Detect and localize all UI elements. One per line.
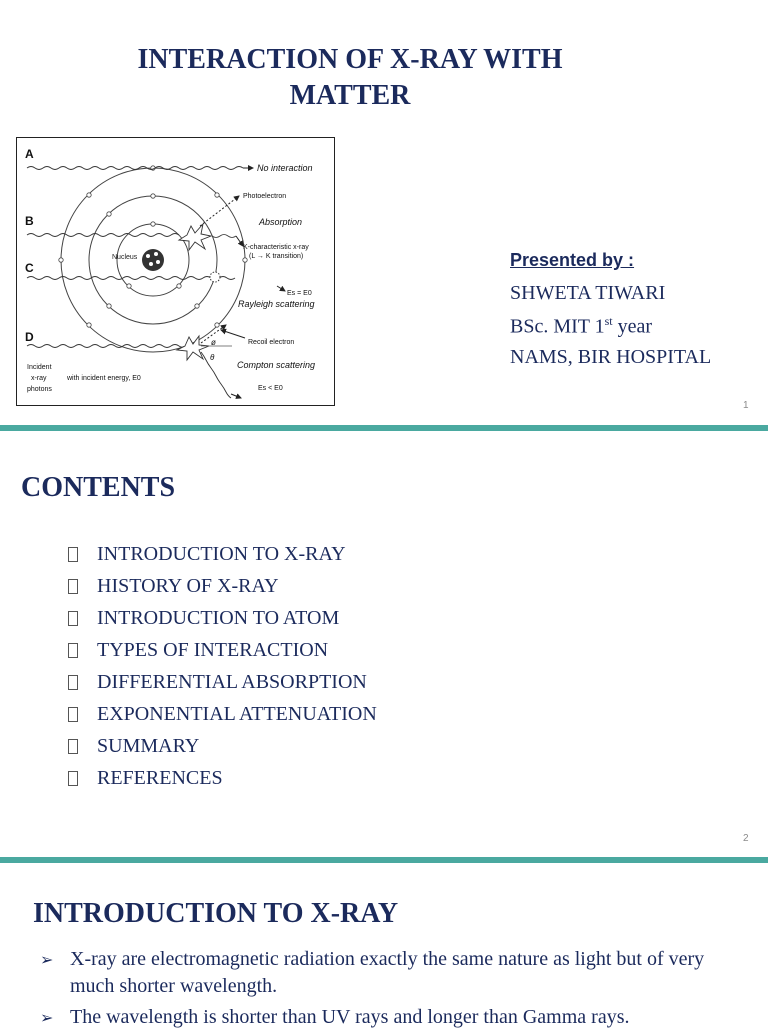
scattered-wave <box>201 352 231 398</box>
contents-title: CONTENTS <box>21 472 176 503</box>
incident-label-2: x-ray <box>31 375 47 382</box>
presenter-course <box>510 314 652 339</box>
title-line-1: INTERACTION OF X-RAY WITH <box>137 44 563 75</box>
contents-item-label: HISTORY OF X-RAY <box>97 574 279 597</box>
contents-list <box>64 538 377 794</box>
k-char-wave <box>212 235 236 238</box>
arrow-bullet-icon: ➢ <box>40 1008 54 1027</box>
incident-label-3: photons <box>27 386 52 393</box>
electrons <box>59 166 247 327</box>
list-item <box>64 698 377 730</box>
bullet-box-icon <box>68 643 78 658</box>
bullet-box-icon <box>68 675 78 690</box>
contents-item-label: TYPES OF INTERACTION <box>97 638 329 661</box>
list-item <box>40 1004 740 1031</box>
nucleus-label: Nucleus <box>112 254 138 261</box>
label-c: C <box>25 261 34 275</box>
rayleigh-label: Rayleigh scattering <box>238 299 315 309</box>
incident-label-1: Incident <box>27 364 52 371</box>
page-number-2: 2 <box>743 833 749 844</box>
bullet-text: The wavelength is shorter than UV rays and longer than Gamma rays. <box>70 1006 630 1028</box>
phi-label: ø <box>211 338 216 347</box>
list-item <box>64 730 377 762</box>
wave-d <box>27 345 187 348</box>
recoil-label: Recoil electron <box>248 339 295 346</box>
e-equal-label: Es = E0 <box>287 290 312 297</box>
list-item <box>64 666 377 698</box>
list-item <box>40 946 740 1000</box>
label-d: D <box>25 330 34 344</box>
list-item <box>64 634 377 666</box>
absorption-label: Absorption <box>259 217 303 227</box>
absorption-burst-icon <box>179 224 211 250</box>
scattered-arrow <box>231 394 241 398</box>
arrow-bullet-icon: ➢ <box>40 950 54 969</box>
bullet-box-icon <box>68 707 78 722</box>
no-interaction-label: No interaction <box>257 163 313 173</box>
list-item <box>64 602 377 634</box>
recoil-pointer <box>221 330 245 338</box>
slide-3 <box>0 864 768 1028</box>
nucleus-icon <box>142 249 164 271</box>
presented-by-label: Presented by : <box>510 250 635 270</box>
slide-1 <box>0 0 768 425</box>
k-char-label-1: K-characteristic x-ray <box>243 244 309 251</box>
label-a: A <box>25 147 34 161</box>
list-item <box>64 538 377 570</box>
list-item <box>64 570 377 602</box>
course-sup: st <box>604 314 613 328</box>
page-number-1: 1 <box>743 400 749 411</box>
presenter-institution: NAMS, BIR HOSPITAL <box>510 346 712 368</box>
course-pre: BSc. MIT 1 <box>510 315 605 338</box>
wave-b <box>27 234 179 237</box>
slide-divider-1 <box>0 425 768 431</box>
incident-energy-label: with incident energy, E0 <box>67 375 141 382</box>
contents-item-label: REFERENCES <box>97 766 223 789</box>
diagram-svg <box>17 138 334 405</box>
contents-item-label: SUMMARY <box>97 734 200 757</box>
photoelectron-label: Photoelectron <box>243 193 287 200</box>
contents-item-label: INTRODUCTION TO X-RAY <box>97 542 346 565</box>
label-b: B <box>25 214 34 228</box>
bullet-box-icon <box>68 771 78 786</box>
bullet-box-icon <box>68 579 78 594</box>
rayleigh-atom-icon <box>210 272 220 282</box>
slide-1-title <box>0 42 700 114</box>
e-less-label: Es < E0 <box>258 385 283 392</box>
bullet-box-icon <box>68 611 78 626</box>
list-item <box>64 762 377 794</box>
k-char-label-2: (L → K transition) <box>249 253 304 260</box>
intro-title: INTRODUCTION TO X-RAY <box>33 898 399 929</box>
course-post: year <box>612 315 653 338</box>
xray-interaction-diagram <box>16 137 335 406</box>
bullet-box-icon <box>68 739 78 754</box>
photoelectron-arrow <box>200 196 239 226</box>
bullet-text: X-ray are electromagnetic radiation exactly the same nature as light but of very much shorter wavelength. <box>70 948 705 997</box>
contents-item-label: EXPONENTIAL ATTENUATION <box>97 702 377 725</box>
slide-divider-2 <box>0 857 768 863</box>
bullet-box-icon <box>68 547 78 562</box>
contents-item-label: INTRODUCTION TO ATOM <box>97 606 340 629</box>
presenter-name: SHWETA TIWARI <box>510 282 666 304</box>
wave-c-arrow <box>277 286 285 291</box>
contents-item-label: DIFFERENTIAL ABSORPTION <box>97 670 367 693</box>
compton-label: Compton scattering <box>237 360 316 370</box>
wave-c <box>27 277 235 280</box>
wave-a <box>27 167 243 170</box>
theta-label: θ <box>210 353 215 362</box>
title-line-2: MATTER <box>289 80 411 111</box>
intro-bullets <box>40 946 740 1035</box>
slide-2 <box>0 432 768 857</box>
